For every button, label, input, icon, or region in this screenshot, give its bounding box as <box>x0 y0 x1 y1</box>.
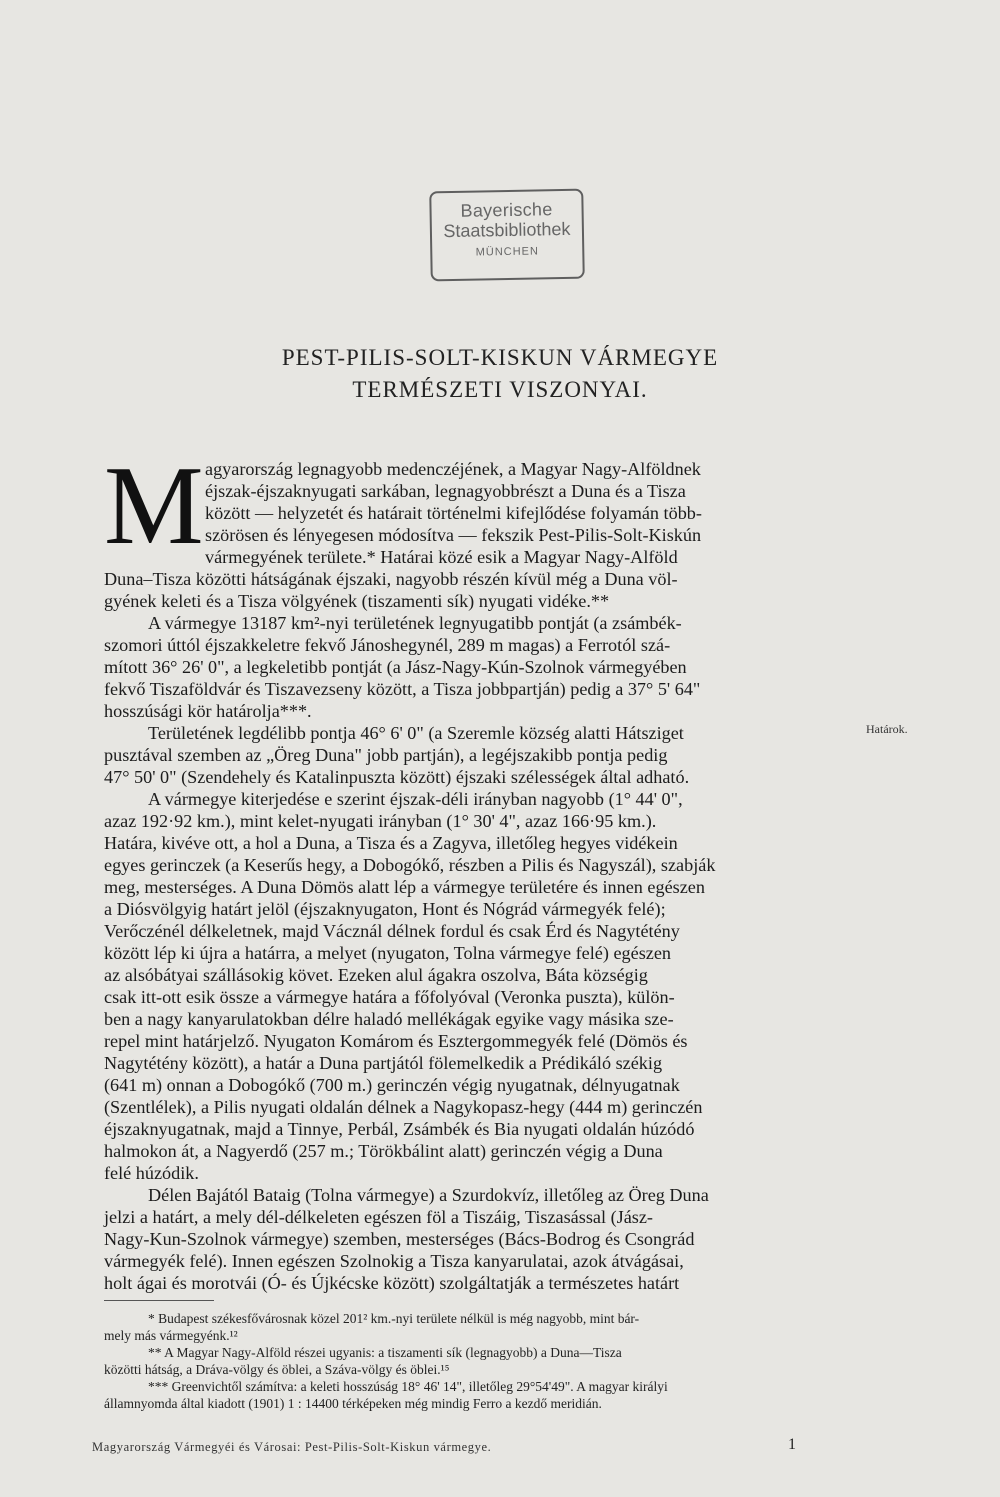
body-line: az alsóbátyai szállásokig követ. Ezeken alul ágakra oszolva, Báta községig <box>104 965 648 985</box>
body-line: ben a nagy kanyarulatokban délre haladó mellékágak egyike vagy másika sze- <box>104 1009 674 1029</box>
body-line: csak itt-ott esik össze a vármegye határa a főfolyóval (Veronka puszta), külön- <box>104 987 675 1007</box>
body-line: A vármegye kiterjedése e szerint éjszak-déli irányban nagyobb (1° 44' 0", <box>148 789 683 809</box>
drop-cap: M <box>104 444 204 568</box>
body-line: holt ágai és morotvái (Ó- és Újkécske között) szolgáltatják a természetes határt <box>104 1273 680 1293</box>
body-line: között lép ki újra a határra, a melyet (nyugaton, Tolna vármegye felé) egészen <box>104 943 672 963</box>
body-line: (Szentlélek), a Pilis nyugati oldalán délnek a Nagykopasz-hegy (444 m) gerinczén <box>104 1097 703 1117</box>
footnote-line: közötti hátság, a Dráva-völgy és öblei, a Száva-völgy és öblei.¹⁵ <box>104 1362 450 1377</box>
body-line: Határa, kivéve ott, a hol a Duna, a Tisza és a Zagyva, illetőleg hegyes vidékein <box>104 833 678 853</box>
stamp-line-1: Bayerische <box>460 199 553 221</box>
margin-note: Határok. <box>866 722 908 736</box>
page-number: 1 <box>788 1436 796 1453</box>
body-line: egyes gerinczek (a Keserűs hegy, a Dobogókő, részben a Pilis és Nagyszál), szabják <box>104 855 716 875</box>
body-line: agyarország legnagyobb medenczéjének, a Magyar Nagy-Alföldnek <box>205 459 701 479</box>
body-line: pusztával szemben az „Öreg Duna" jobb partján), a legéjszakibb pontja pedig <box>104 745 668 765</box>
body-line: éjszak-éjszaknyugati sarkában, legnagyobbrészt a Duna és a Tisza <box>205 481 686 501</box>
running-footer: Magyarország Vármegyéi és Városai: Pest-Pilis-Solt-Kiskun vármegye. <box>92 1440 492 1454</box>
body-line: A vármegye 13187 km²-nyi területének legnyugatibb pontját (a zsámbék- <box>148 613 682 633</box>
library-stamp <box>429 189 585 282</box>
body-line: Délen Bajától Bataig (Tolna vármegye) a Szurdokvíz, illetőleg az Öreg Duna <box>148 1185 709 1205</box>
body-line: éjszaknyugatnak, majd a Tinnye, Perbál, Zsámbék és Bia nyugati oldalán húzódó <box>104 1119 695 1139</box>
body-line: halmokon át, a Nagyerdő (257 m.; Törökbálint alatt) gerinczén végig a Duna <box>104 1141 663 1161</box>
body-line: fekvő Tiszaföldvár és Tiszavezseny között, a Tisza jobbpartján) pedig a 37° 5' 64" <box>104 679 701 699</box>
body-line: jelzi a határt, a mely dél-délkeleten egészen föl a Tiszáig, Tiszasással (Jász- <box>104 1207 653 1227</box>
body-line: Duna–Tisza közötti hátságának éjszaki, nagyobb részén kívül még a Duna völ- <box>104 569 678 589</box>
body-line: Nagy-Kun-Szolnok vármegye) szemben, mesterséges (Bács-Bodrog és Csongrád <box>104 1229 695 1249</box>
body-line: 47° 50' 0" (Szendehely és Katalinpuszta között) éjszaki szélességek által adható. <box>104 767 690 787</box>
body-line: szomori úttól éjszakkeletre fekvő Jánoshegynél, 289 m magas) a Ferrotól szá- <box>104 635 671 655</box>
body-line: repel mint határjelző. Nyugaton Komárom és Esztergommegyék felé (Dömös és <box>104 1031 688 1051</box>
body-line: mított 36° 26' 0", a legkeletibb pontját (a Jász-Nagy-Kún-Szolnok vármegyében <box>104 657 687 677</box>
body-line: a Diósvölgyig határt jelöl (éjszaknyugaton, Hont és Nógrád vármegyék felé); <box>104 899 666 919</box>
body-line: vármegyék felé). Innen egészen Szolnokig a Tisza kanyarulatai, azok átvágásai, <box>104 1251 684 1271</box>
title-line-2: TERMÉSZETI VISZONYAI. <box>352 377 648 402</box>
body-line: (641 m) onnan a Dobogókő (700 m.) gerinczén végig nyugatnak, délnyugatnak <box>104 1075 680 1095</box>
footnote-rule <box>104 1300 214 1301</box>
body-line: Nagytétény között), a határ a Duna partjától fölemelkedik a Prédikáló székig <box>104 1053 663 1073</box>
body-line: Verőczénél délkeletnek, majd Vácznál délnek fordul és csak Érd és Nagytétény <box>104 921 680 941</box>
body-line: felé húzódik. <box>104 1163 199 1183</box>
footnote-line: * Budapest székesfővárosnak közel 201² km.-nyi területe nélkül is még nagyobb, mint bár- <box>148 1311 640 1326</box>
title-line-1: PEST-PILIS-SOLT-KISKUN VÁRMEGYE <box>281 345 719 370</box>
body-line: hosszúsági kör határolja***. <box>104 701 312 721</box>
body-line: meg, mesterséges. A Duna Dömös alatt lép a vármegye területére és innen egészen <box>104 877 705 897</box>
footnote-line: *** Greenvichtől számítva: a keleti hosszúság 18° 46' 14", illetőleg 29°54'49". A magyar királyi <box>148 1379 668 1394</box>
body-line: gyének keleti és a Tisza völgyének (tiszamenti sík) nyugati vidéke.** <box>104 591 610 611</box>
body-line: azaz 192·92 km.), mint kelet-nyugati irányban (1° 30' 4", azaz 166·95 km.). <box>104 811 657 831</box>
footnote-line: mely más vármegyénk.¹² <box>104 1328 238 1343</box>
footnote-line: ** A Magyar Nagy-Alföld részei ugyanis: a tiszamenti sík (legnagyobb) a Duna—Tisza <box>148 1345 622 1360</box>
stamp-line-2: Staatsbibliothek <box>443 218 571 241</box>
body-line: Területének legdélibb pontja 46° 6' 0" (a Szeremle község alatti Hátsziget <box>148 723 684 743</box>
stamp-line-3: MÜNCHEN <box>475 245 539 259</box>
body-line: szörösen és lényegesen módosítva — fekszik Pest-Pilis-Solt-Kiskún <box>205 525 702 545</box>
body-line: között — helyzetét és határait történelmi kifejlődése folyamán több- <box>205 503 702 523</box>
body-line: vármegyének területe.* Határai közé esik a Magyar Nagy-Alföld <box>205 547 678 567</box>
footnote-line: államnyomda által kiadott (1901) 1 : 14400 térképeken még mindig Ferro a kezdő meridián. <box>104 1396 602 1411</box>
